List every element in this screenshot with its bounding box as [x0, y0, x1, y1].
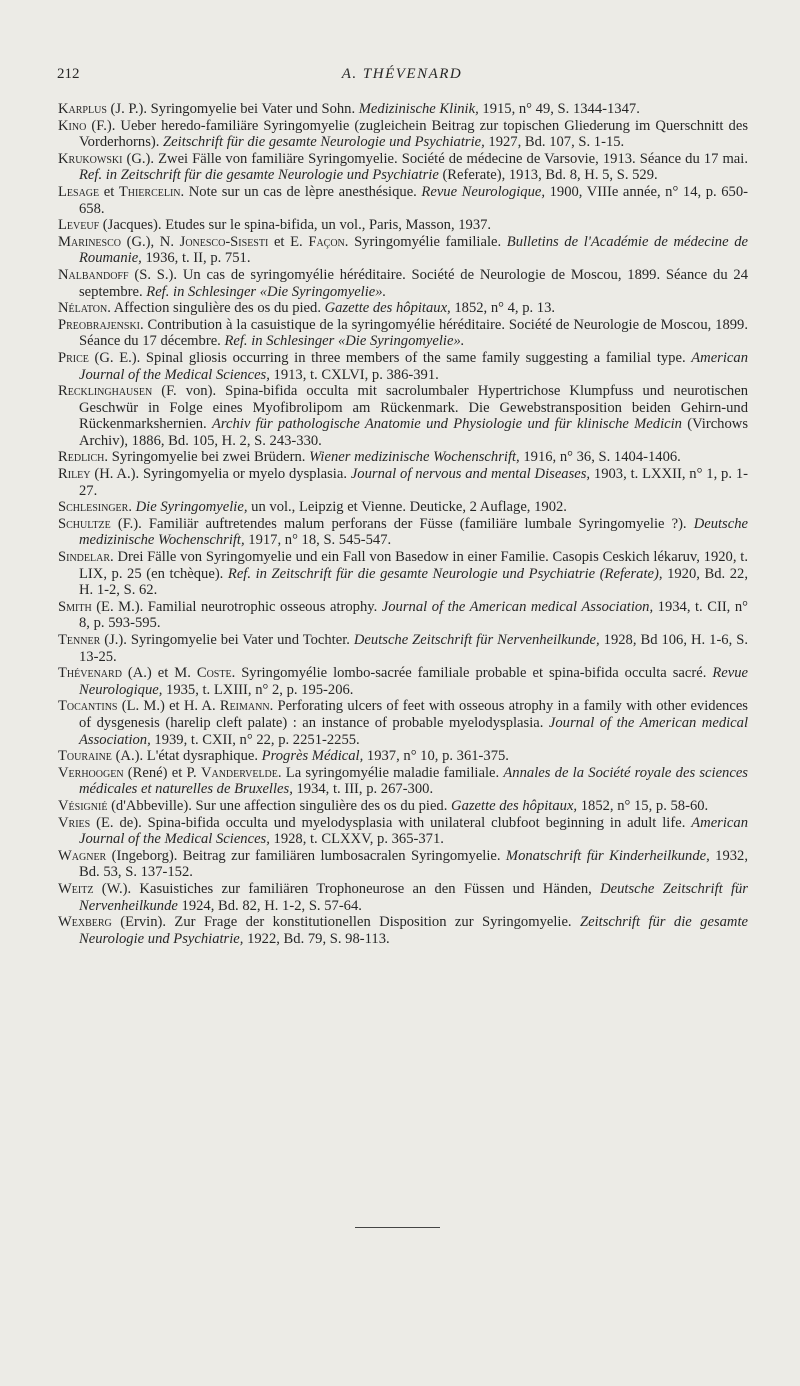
reference-text: (Referate), 1913, Bd. 8, H. 5, S. 529.: [438, 167, 658, 184]
reference-entry: [58, 516, 748, 549]
reference-text: (L. M.) et H. A.: [117, 698, 220, 715]
reference-journal: American Journal of the Medical Sciences,: [79, 814, 748, 848]
reference-entry: [58, 449, 748, 466]
reference-text: (d'Abbeville). Sur une affection singulière des os du pied.: [107, 797, 452, 814]
reference-author: Smith: [58, 598, 92, 615]
reference-journal: Revue Neurologique,: [79, 665, 748, 698]
reference-author: Marinesco: [58, 233, 121, 250]
reference-author: Leveuf: [58, 217, 100, 234]
reference-journal: Progrès Médical,: [261, 748, 364, 765]
reference-author: Nélaton: [58, 300, 108, 317]
reference-text: 1928, Bd 106, H. 1-6, S. 13-25.: [79, 632, 748, 665]
reference-text: (F.). Familiär auftretendes malum perforans der Füsse (familiäre lumbale Syringomyelie ?).: [110, 515, 694, 532]
reference-entry: [58, 383, 748, 449]
reference-text: (E. de). Spina-bifida occulta und myelodysplasia with unilateral clubfoot beginning in adult life.: [90, 814, 692, 831]
reference-author: Vésignié: [58, 797, 108, 814]
reference-author: Lesage: [58, 183, 100, 200]
reference-text: et: [99, 183, 119, 200]
reference-journal: Ref. in Schlesinger «Die Syringomyelie».: [146, 283, 387, 300]
reference-journal: Journal of the American medical Association,: [381, 598, 654, 615]
reference-text: (Ingeborg). Beitrag zur familiären lumbosacralen Syringomyelie.: [106, 847, 506, 864]
reference-text: (A.). L'état dysraphique.: [111, 748, 262, 765]
reference-author: Wagner: [58, 847, 107, 864]
reference-entry: [58, 549, 748, 599]
reference-text: 1936, t. II, p. 751.: [141, 250, 251, 267]
reference-text: (G. E.). Spinal gliosis occurring in three members of the same family suggesting a familial type.: [88, 349, 692, 366]
reference-text: . Perforating ulcers of feet with osseous atrophy in a family with other evidences of dysgenesis (harelip cleft palate) : an instance of probable myelodysplasia.: [79, 698, 748, 731]
reference-list: [58, 101, 748, 947]
reference-author: Weitz: [58, 880, 94, 897]
reference-text: 1920, Bd. 22, H. 1-2, S. 62.: [79, 565, 749, 599]
reference-journal: Deutsche Zeitschrift für Nervenheilkunde: [79, 880, 748, 914]
reference-journal: Bulletins de l'Académie de médecine de Roumanie,: [79, 233, 748, 267]
reference-entry: [58, 234, 748, 267]
reference-author: Sindelar: [58, 549, 110, 566]
reference-author: Jonesco-Sisesti: [179, 233, 269, 250]
reference-author: Verhoogen: [58, 764, 124, 781]
reference-text: (J. P.). Syringomyelie bei Vater und Sohn.: [106, 101, 359, 117]
reference-journal: Monatschrift für Kinderheilkunde,: [505, 847, 710, 864]
reference-author: Schultze: [58, 515, 111, 532]
reference-author: Touraine: [58, 748, 112, 765]
reference-entry: [58, 184, 748, 217]
reference-journal: Zeitschrift für die gesamte Neurologie und Psychiatrie,: [163, 134, 485, 151]
reference-text: 1917, n° 18, S. 545-547.: [244, 532, 392, 549]
reference-author: Riley: [58, 466, 91, 483]
reference-entry: [58, 765, 748, 798]
reference-text: 1913, t. CXLVI, p. 386-391.: [269, 366, 439, 383]
reference-entry: [58, 350, 748, 383]
reference-text: (A.) et M.: [121, 665, 197, 682]
page-header: [57, 66, 747, 88]
reference-text: 1932, Bd. 53, S. 137-152.: [79, 847, 748, 881]
reference-journal: Journal of the American medical Association,: [79, 714, 749, 748]
reference-text: (F. von). Spina-bifida occulta mit sacrolumbaler Hypertrichose Klumpfuss und neurotischen Geschwür in Folge eines Myofibrolipom am Rückenmark. Die Gewebstransposition beiden Gehirn-und Rückenmarkshernien.: [79, 383, 748, 433]
reference-author: Tenner: [58, 632, 101, 648]
reference-author: Wexberg: [58, 914, 112, 931]
reference-entry: [58, 748, 748, 765]
reference-author: Nalbandoff: [58, 266, 129, 283]
reference-text: 1939, t. CXII, n° 22, p. 2251-2255.: [150, 731, 360, 748]
reference-journal: American Journal of the Medical Sciences,: [79, 349, 748, 383]
reference-entry: [58, 665, 748, 698]
reference-text: 1935, t. LXIII, n° 2, p. 195-206.: [162, 681, 354, 698]
reference-entry: [58, 217, 748, 234]
reference-entry: [58, 798, 748, 815]
reference-text: . Note sur un cas de lèpre anesthésique.: [180, 183, 422, 200]
reference-journal: Medizinische Klinik,: [358, 101, 479, 117]
reference-author: Krukowski: [58, 150, 123, 167]
reference-author: Façon: [308, 233, 345, 250]
reference-journal: Journal of nervous and mental Diseases,: [350, 466, 591, 483]
reference-journal: Revue Neurologique,: [421, 183, 546, 200]
reference-text: 1900, VIIIe année, n° 14, p. 650-658.: [79, 183, 748, 217]
reference-text: .: [128, 499, 136, 516]
reference-text: (E. M.). Familial neurotrophic osseous atrophy.: [91, 598, 382, 615]
reference-journal: Deutsche Zeitschrift für Nervenheilkunde,: [353, 632, 600, 648]
reference-text: . Contribution à la casuistique de la syringomyélie héréditaire. Société de Neurologie de Moscou, 1899. Séance du 17 décembre.: [79, 316, 748, 350]
reference-author: Schlesinger: [58, 499, 129, 516]
reference-entry: [58, 466, 748, 499]
reference-entry: [58, 317, 748, 350]
reference-journal: Zeitschrift für die gesamte Neurologie und Psychiatrie,: [79, 914, 748, 947]
reference-text: 1937, n° 10, p. 361-375.: [363, 748, 509, 765]
reference-author: Thiercelin: [118, 183, 181, 200]
reference-text: . Syringomyélie familiale.: [344, 233, 507, 250]
reference-text: 1903, t. LXXII, n° 1, p. 1-27.: [79, 466, 748, 499]
reference-author: Tocantins: [58, 698, 118, 715]
reference-text: . Syringomyélie lombo-sacrée familiale probable et spina-bifida occulta sacré.: [231, 665, 713, 682]
reference-author: Recklinghausen: [58, 383, 153, 400]
reference-text: (W.). Kasuistiches zur familiären Trophoneurose an den Füssen und Händen,: [93, 880, 601, 897]
reference-text: 1852, n° 4, p. 13.: [450, 300, 556, 317]
reference-text: 1852, n° 15, p. 58-60.: [577, 797, 709, 814]
reference-entry: [58, 632, 748, 665]
reference-journal: Wiener medizinische Wochenschrift,: [309, 449, 520, 466]
reference-text: (G.). Zwei Fälle von familiäre Syringomyelie. Société de médecine de Varsovie, 1913. Séance du 17 mai.: [122, 150, 748, 167]
reference-author: Vries: [58, 814, 91, 831]
reference-author: Price: [58, 349, 89, 366]
reference-journal: Annales de la Société royale des sciences médicales et naturelles de Bruxelles,: [79, 764, 748, 798]
reference-author: Coste: [196, 665, 232, 682]
reference-entry: [58, 101, 748, 118]
reference-text: . Syringomyelie bei zwei Brüdern.: [104, 449, 310, 466]
reference-journal: Deutsche medizinische Wochenschrift,: [79, 515, 748, 549]
reference-journal: Ref. in Schlesinger «Die Syringomyelie».: [224, 333, 465, 350]
reference-text: (Ervin). Zur Frage der konstitutionellen Disposition zur Syringomyelie.: [111, 914, 581, 931]
reference-text: (G.), N.: [120, 233, 180, 250]
reference-text: 1927, Bd. 107, S. 1-15.: [484, 134, 625, 151]
reference-text: (S. S.). Un cas de syringomyélie héréditaire. Société de Neurologie de Moscou, 1899. Séance du 24 septembre.: [79, 266, 748, 300]
reference-text: 1916, n° 36, S. 1404-1406.: [519, 449, 681, 466]
reference-text: 1934, t. III, p. 267-300.: [292, 781, 434, 798]
reference-entry: [58, 881, 748, 914]
reference-text: . La syringomyélie maladie familiale.: [277, 764, 504, 781]
reference-entry: [58, 914, 748, 947]
reference-entry: [58, 599, 748, 632]
reference-text: (J.). Syringomyelie bei Vater und Tochter.: [100, 632, 354, 648]
reference-text: 1934, t. CII, n° 8, p. 593-595.: [79, 598, 748, 632]
reference-text: et E.: [268, 233, 309, 250]
reference-author: Thévenard: [58, 665, 122, 682]
reference-entry: [58, 267, 748, 300]
reference-text: 1922, Bd. 79, S. 98-113.: [243, 930, 390, 947]
reference-text: 1915, n° 49, S. 1344-1347.: [478, 101, 640, 117]
reference-journal: Archiv für pathologische Anatomie und Physiologie und für klinische Medicin: [211, 416, 682, 433]
reference-entry: [58, 300, 748, 317]
reference-author: Redlich: [58, 449, 105, 466]
running-head: A. THÉVENARD: [341, 66, 463, 82]
reference-text: . Drei Fälle von Syringomyelie und ein Fall von Basedow in einer Familie. Casopis Ceskich lékaruv, 1920, t. LIX, p. 25 (en tchèque).: [79, 549, 748, 582]
reference-entry: [58, 698, 748, 748]
page-number: 212: [57, 66, 80, 82]
reference-text: (Jacques). Etudes sur le spina-bifida, un vol., Paris, Masson, 1937.: [99, 217, 492, 234]
reference-author: Reimann: [219, 698, 270, 715]
end-rule: [355, 1227, 440, 1228]
reference-text: (Virchows Archiv), 1886, Bd. 105, H. 2, S. 243-330.: [79, 416, 748, 449]
reference-text: un vol., Leipzig et Vienne. Deuticke, 2 Auflage, 1902.: [247, 499, 567, 516]
reference-text: 1928, t. CLXXV, p. 365-371.: [269, 831, 444, 848]
reference-entry: [58, 118, 748, 151]
reference-entry: [58, 151, 748, 184]
reference-entry: [58, 848, 748, 881]
reference-entry: [58, 815, 748, 848]
reference-journal: Gazette des hôpitaux,: [451, 797, 578, 814]
reference-text: (René) et P.: [123, 764, 201, 781]
reference-author: Karplus: [58, 101, 107, 117]
reference-journal: Die Syringomyelie,: [135, 499, 248, 516]
reference-author: Vandervelde: [200, 764, 278, 781]
reference-text: . Affection singulière des os du pied.: [107, 300, 325, 317]
reference-journal: Ref. in Zeitschrift für die gesamte Neurologie und Psychiatrie: [79, 167, 439, 184]
reference-journal: Ref. in Zeitschrift für die gesamte Neurologie und Psychiatrie (Referate),: [227, 565, 663, 582]
reference-text: 1924, Bd. 82, H. 1-2, S. 57-64.: [177, 897, 362, 914]
reference-journal: Gazette des hôpitaux,: [324, 300, 451, 317]
reference-author: Preobrajenski: [58, 316, 141, 333]
reference-entry: [58, 499, 748, 516]
reference-text: (H. A.). Syringomyelia or myelo dysplasia.: [90, 466, 351, 483]
reference-text: (F.). Ueber heredo-familiäre Syringomyelie (zugleichein Beitrag zur topischen Gliederung im Querschnitt des Vorderhorns).: [79, 117, 748, 151]
reference-author: Kino: [58, 117, 87, 134]
